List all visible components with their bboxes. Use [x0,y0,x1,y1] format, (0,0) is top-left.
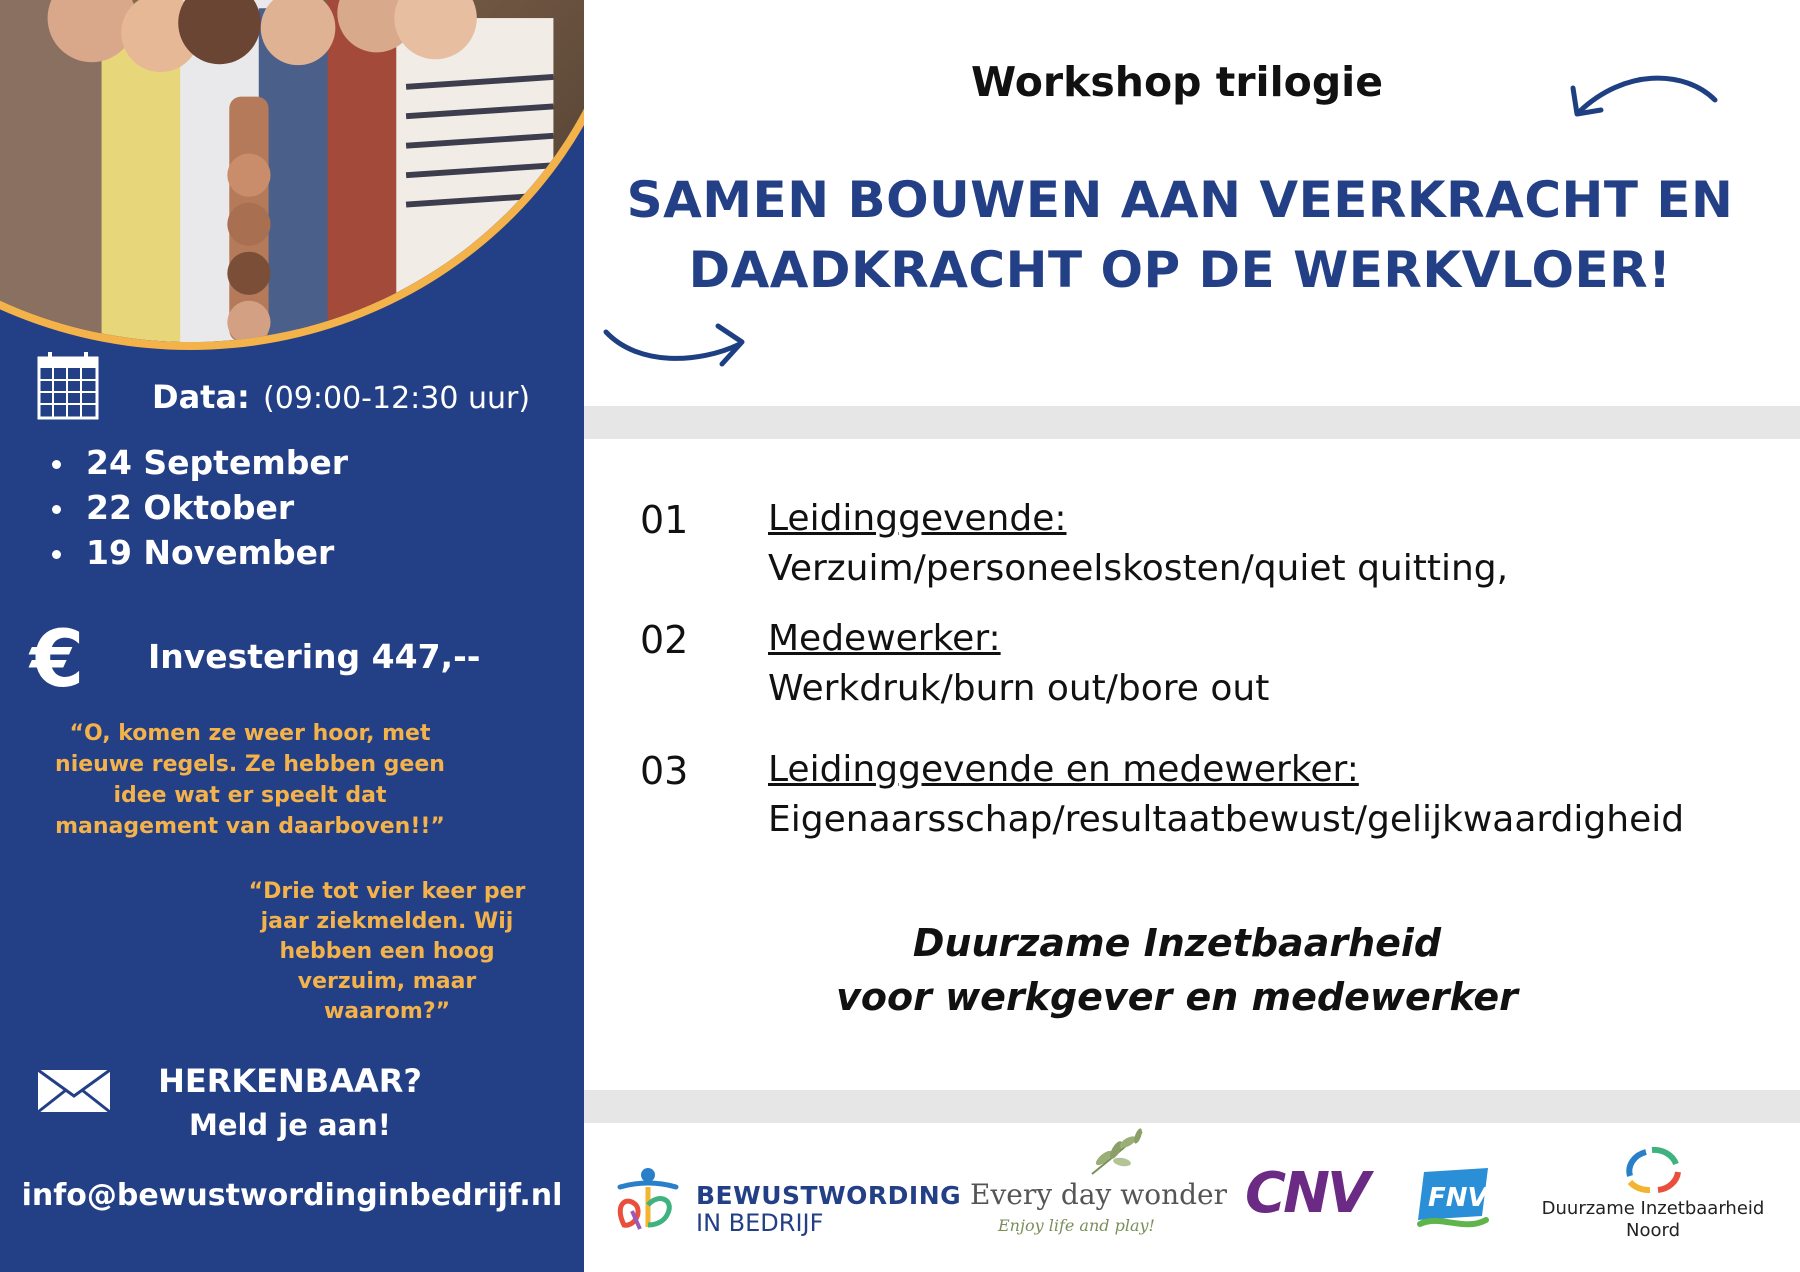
cnv-logo [1245,1161,1368,1226]
cta-signup[interactable]: Meld je aan! [188,1108,392,1142]
workshop-subtitle: Workshop trilogie [970,58,1384,106]
topic-number: 02 [640,618,689,662]
logo-text: Duurzame Inzetbaarheid [1541,1198,1765,1219]
logo-text: CNV [1245,1161,1368,1226]
topic-title: Leidinggevende: [768,498,1067,539]
quote-absence: “Drie tot vier keer per jaar ziekmelden. Wij hebben een hoog verzuim, maar waarom?” [248,879,526,1024]
investment-price: Investering 447,-- [148,637,481,676]
headline-line: DAADKRACHT OP DE WERKVLOER! [688,241,1672,299]
left-panel [0,0,584,1272]
divider-band [584,406,1800,439]
euro-icon: € [30,615,85,705]
duurzame-inzetbaarheid-logo [1520,1142,1786,1242]
envelope-icon [36,1068,112,1114]
logo-text: Noord [1626,1220,1680,1241]
topic-description: Verzuim/personeelskosten/quiet quitting, [768,548,1509,589]
curved-arrow-icon [1565,68,1725,128]
leaf-branch-icon [1082,1128,1152,1178]
date-item: 22 Oktober [52,485,348,530]
data-label: Data: [152,378,250,416]
logo-text: Enjoy life and play! [998,1216,1155,1235]
team-photo-frame [0,0,584,350]
fnv-flag-icon [1416,1166,1492,1232]
topic-title: Leidinggevende en medewerker: [768,749,1359,790]
bewustwording-mark-icon [610,1165,686,1235]
team-hands-photo [0,0,584,342]
date-list [52,440,348,575]
curved-arrow-icon [598,318,748,374]
logo-text: IN BEDRIJF [696,1209,824,1237]
headline-line: SAMEN BOUWEN AAN VEERKRACHT EN [626,171,1734,229]
bewustwording-logo [610,1165,962,1237]
tagline [584,916,1800,1024]
topic-title: Medewerker: [768,618,1001,659]
svg-text:FNV: FNV [1428,1183,1488,1213]
fnv-logo [1416,1166,1492,1232]
date-item: 19 November [52,530,348,575]
data-hours: (09:00-12:30 uur) [263,381,531,416]
logo-text: BEWUSTWORDING [696,1181,962,1210]
topic-description: Werkdruk/burn out/bore out [768,668,1270,709]
date-item: 24 September [52,440,348,485]
tagline-line: voor werkgever en medewerker [836,975,1518,1019]
calendar-icon [36,350,102,422]
recycle-circle-icon [1618,1142,1688,1196]
main-headline [600,165,1760,305]
cta-title: HERKENBAAR? [158,1062,422,1100]
topic-number: 03 [640,749,689,793]
tagline-line: Duurzame Inzetbaarheid [912,921,1442,965]
quote-management: “O, komen ze weer hoor, met nieuwe regels. Ze hebben geen idee wat er speelt dat management van daarboven!!” [55,721,445,839]
logo-text: Every day wonder [970,1178,1228,1211]
every-day-wonder-logo [960,1128,1228,1243]
divider-band [584,1090,1800,1123]
topic-description: Eigenaarsschap/resultaatbewust/gelijkwaardigheid [768,799,1685,840]
contact-email-link[interactable]: info@bewustwordinginbedrijf.nl [21,1178,563,1213]
topic-number: 01 [640,498,689,542]
